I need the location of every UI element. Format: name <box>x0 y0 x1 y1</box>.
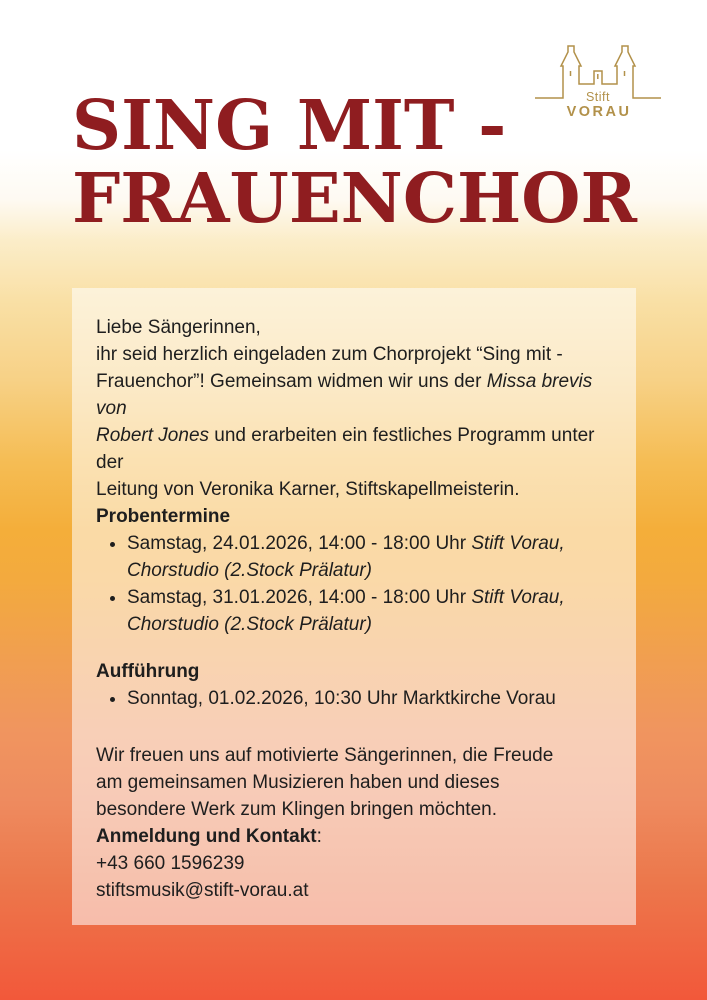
contact-heading-label: Anmeldung und Kontakt <box>96 826 317 847</box>
intro-paragraph: ihr seid herzlich eingeladen zum Chorprojekt “Sing mit - Frauenchor”! Gemeinsam widmen wir uns der Missa brevis von Robert Jones und erarbeiten ein festliches Programm unter der Leitung von Veronika Karner, Stiftskapellmeisterin. <box>96 344 595 500</box>
contact-heading <box>96 823 612 850</box>
contact-phone: +43 660 1596239 <box>96 853 245 874</box>
logo-text-stift: Stift <box>585 90 611 104</box>
rehearsals-list <box>96 530 612 638</box>
rehearsals-section <box>96 503 612 638</box>
contact-email: stiftsmusik@stift-vorau.at <box>96 880 309 901</box>
title-line-2: FRAUENCHOR <box>72 159 637 239</box>
list-item-performance: • Sonntag, 01.02.2026, 10:30 Uhr Marktkirche Vorau <box>127 685 612 712</box>
monastery-outline-icon <box>533 40 663 120</box>
performance-section <box>96 658 612 712</box>
list-item-rehearsal-1: • Samstag, 24.01.2026, 14:00 - 18:00 Uhr Stift Vorau, Chorstudio (2.Stock Prälatur) <box>127 530 612 584</box>
stift-vorau-logo <box>533 40 663 120</box>
contact-heading-colon: : <box>316 826 322 847</box>
outro-paragraph: Wir freuen uns auf motivierte Sängerinnen, die Freude am gemeinsamen Musizieren haben und dieses besondere Werk zum Klingen bringen möchten. <box>96 745 554 820</box>
contact-section <box>96 823 612 904</box>
logo-text-vorau: VORAU <box>566 104 632 120</box>
rehearsals-heading: Probentermine <box>96 506 231 527</box>
performance-heading: Aufführung <box>96 661 200 682</box>
greeting-text: Liebe Sängerinnen, <box>96 317 261 338</box>
info-card <box>72 288 636 925</box>
performance-list <box>96 685 612 712</box>
list-item-rehearsal-2: • Samstag, 31.01.2026, 14:00 - 18:00 Uhr Stift Vorau, Chorstudio (2.Stock Prälatur) <box>127 584 612 638</box>
title-line-1: SING MIT - <box>72 86 507 166</box>
